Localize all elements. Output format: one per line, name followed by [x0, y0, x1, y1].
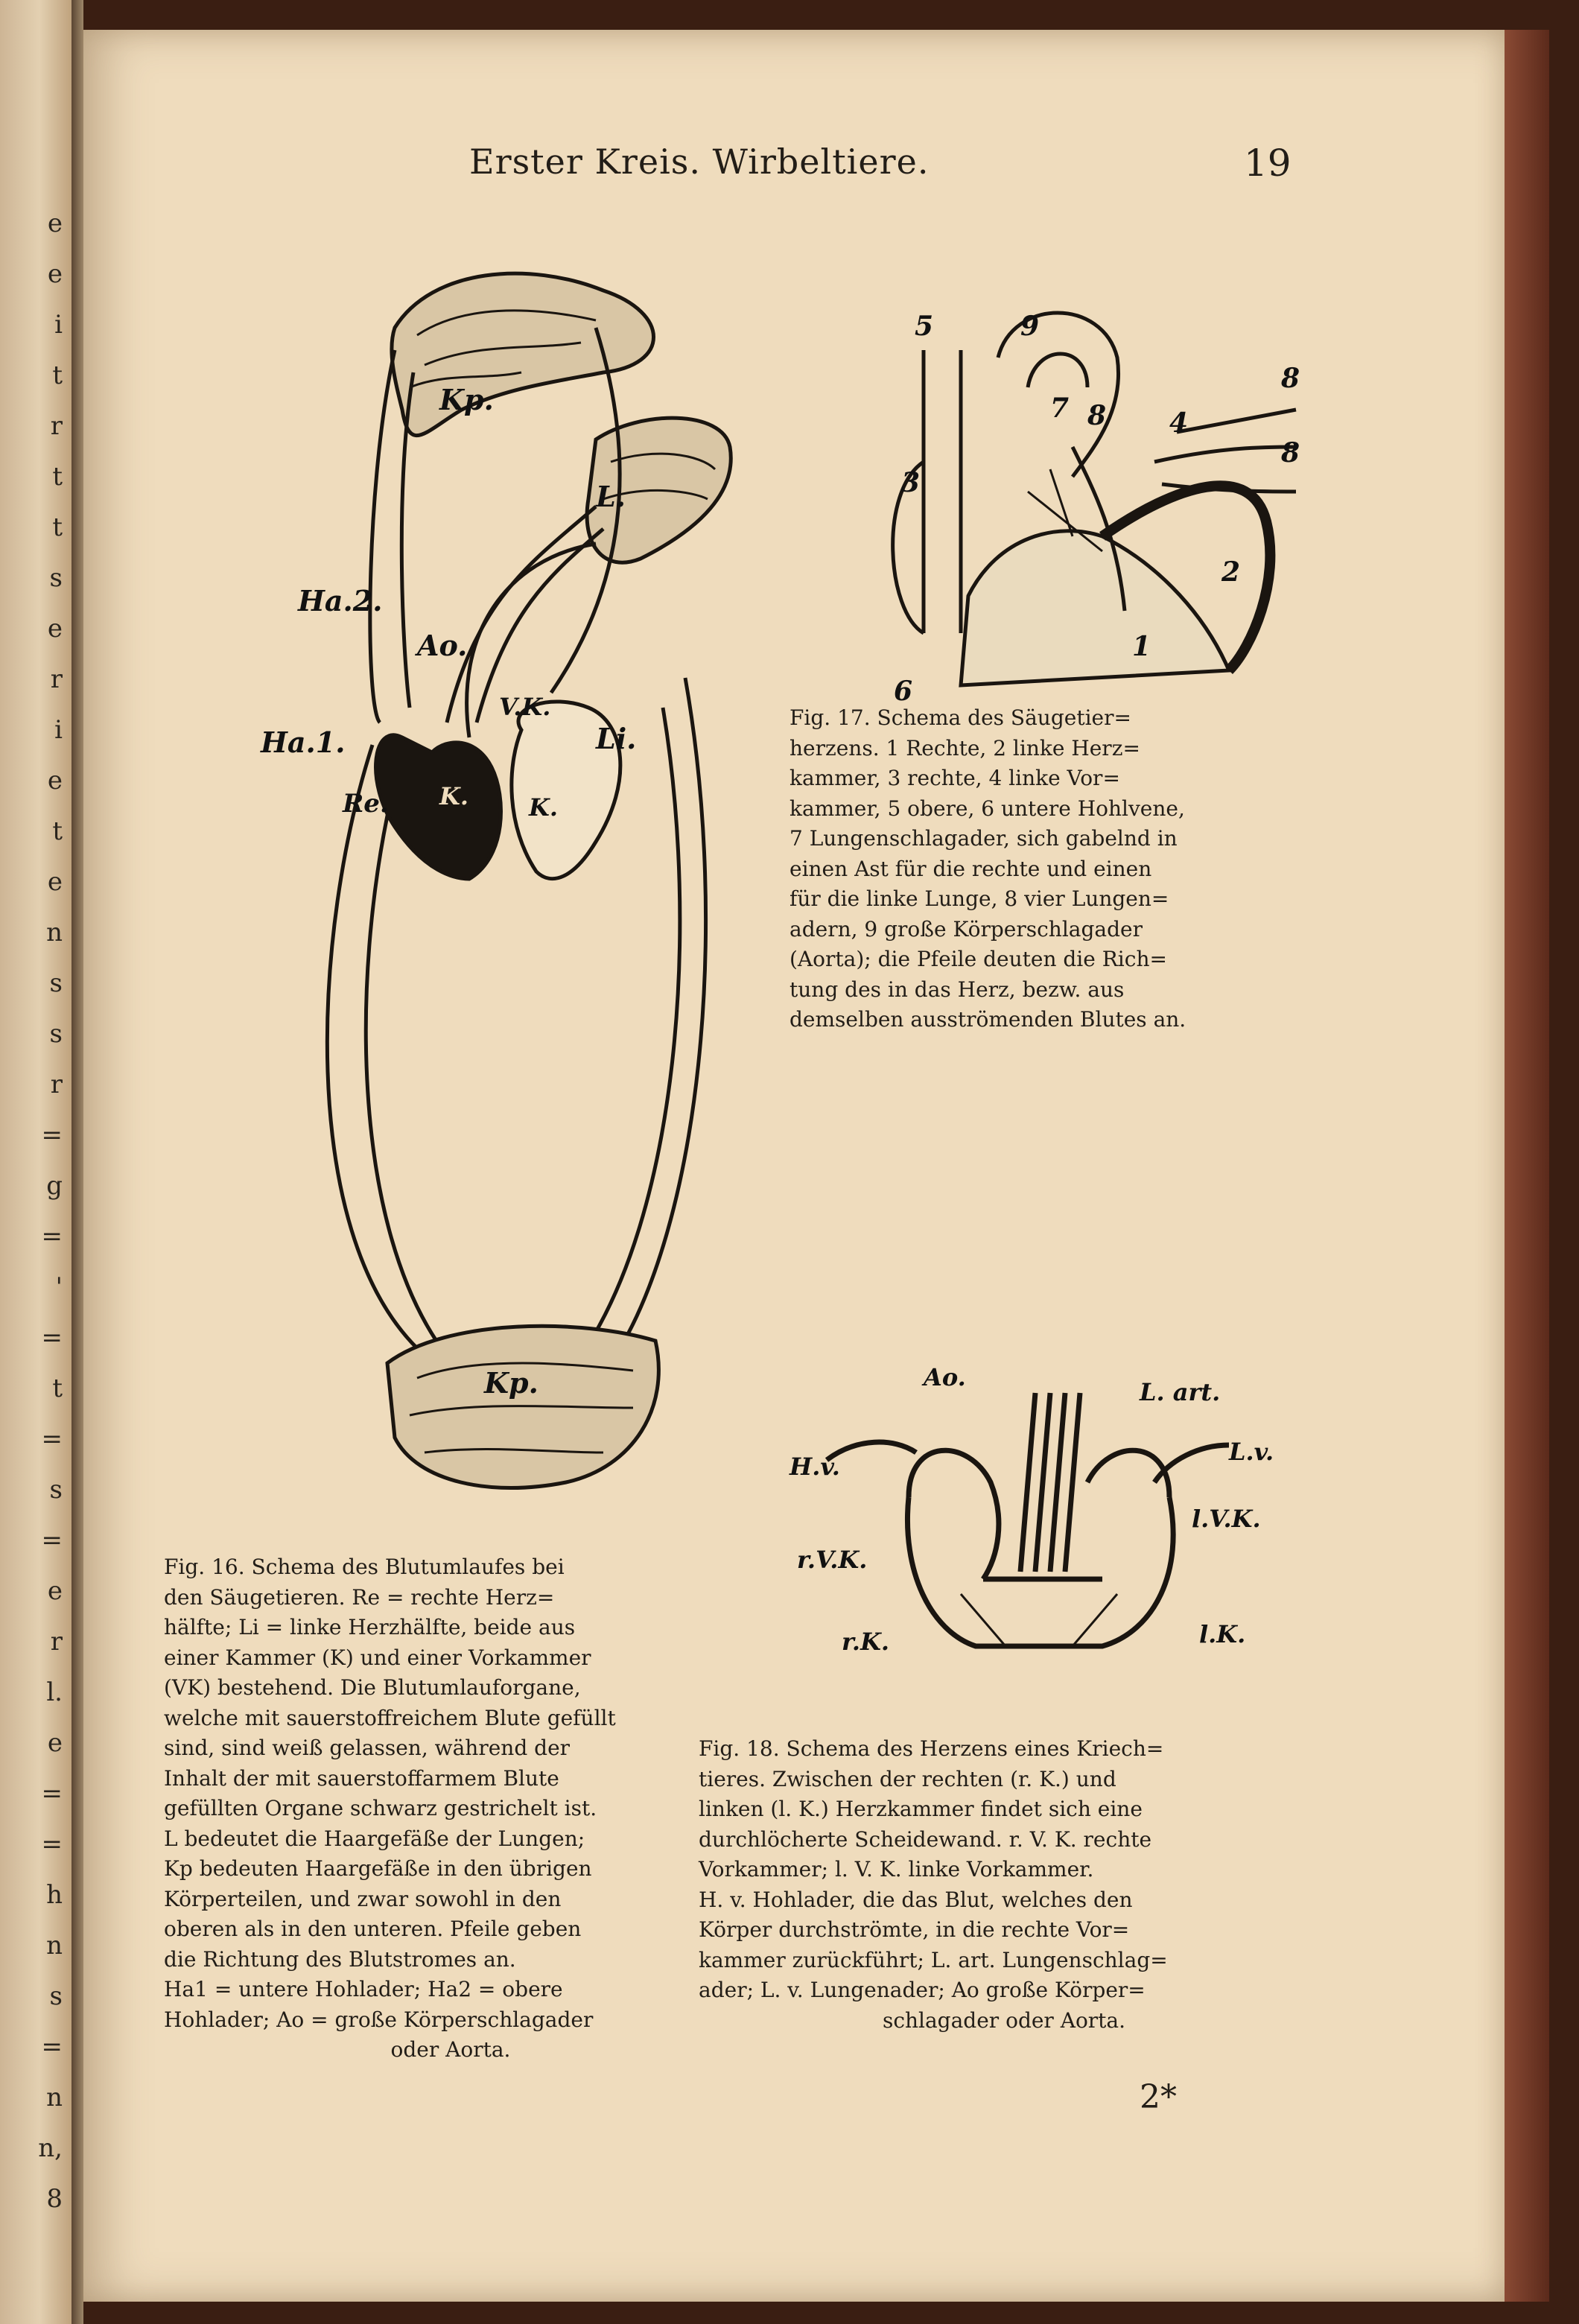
left-margin-glyph: e	[47, 766, 63, 796]
left-margin-glyph: e	[47, 1576, 63, 1606]
left-margin-glyph: r	[50, 664, 63, 694]
figure16-caption-line: Körperteilen, und zwar sowohl in den	[164, 1886, 562, 1911]
left-margin-glyph: '	[55, 1272, 63, 1302]
left-margin-glyph: h	[46, 1880, 63, 1910]
figure18-caption-line: kammer zurückführt; L. art. Lungenschlag=	[699, 1947, 1168, 1972]
fig18-label-lv: L.v.	[1229, 1438, 1274, 1466]
figure18-caption-line: Fig. 18. Schema des Herzens eines Kriech=	[699, 1736, 1164, 1761]
signature-mark: 2*	[1140, 2078, 1177, 2116]
fig17-label-9: 9	[1020, 311, 1040, 342]
fig16-label-ha2: Ha.2.	[298, 584, 383, 617]
left-margin-glyph: t	[52, 361, 63, 390]
figure16-caption-line: welche mit sauerstoffreichem Blute gefüllt	[164, 1705, 616, 1730]
figure-16-caption	[164, 1552, 737, 2066]
page-number: 19	[1244, 142, 1292, 185]
left-margin-glyph: i	[54, 310, 63, 340]
fig16-label-l: L.	[596, 480, 626, 513]
fig18-label-hv: H.v.	[790, 1452, 840, 1481]
fig17-label-3: 3	[901, 467, 921, 498]
left-margin-glyph: =	[41, 1525, 63, 1555]
figure18-caption-line: durchlöcherte Scheidewand. r. V. K. rechte	[699, 1826, 1152, 1852]
left-margin-glyph: s	[49, 1019, 63, 1049]
fig16-label-ha1: Ha.1.	[261, 726, 346, 759]
figure17-caption-line: herzens. 1 Rechte, 2 linke Herz=	[790, 735, 1140, 761]
figure18-caption-line: schlagader oder Aorta.	[882, 2007, 1126, 2033]
left-margin-glyph: i	[54, 715, 63, 745]
figure18-caption-line: H. v. Hohlader, die das Blut, welches den	[699, 1887, 1133, 1912]
left-margin-glyph: =	[41, 1120, 63, 1150]
figure18-caption-line: tieres. Zwischen der rechten (r. K.) und	[699, 1766, 1116, 1791]
left-margin-glyph: t	[52, 462, 63, 492]
left-margin-glyph: s	[49, 1981, 63, 2011]
figure17-caption-line: tung des in das Herz, bezw. aus	[790, 977, 1125, 1002]
left-margin-glyph: r	[50, 1070, 63, 1099]
figure-18-diagram	[782, 1348, 1318, 1721]
fig17-label-5: 5	[915, 311, 934, 342]
figure-17-caption	[790, 703, 1356, 1035]
figure17-caption-line: (Aorta); die Pfeile deuten die Rich=	[790, 947, 1167, 971]
left-margin-glyph: s	[49, 563, 63, 593]
left-margin-glyph: n	[46, 918, 63, 947]
fig16-label-ao: Ao.	[417, 629, 468, 662]
figure16-caption-line: L bedeutet die Haargefäße der Lungen;	[164, 1826, 585, 1851]
fig17-label-8-b: 8	[1087, 400, 1107, 431]
figure18-caption-line: Körper durchströmte, in die rechte Vor=	[699, 1917, 1130, 1942]
fig18-label-ao: Ao.	[924, 1363, 966, 1391]
fig17-label-6: 6	[894, 676, 913, 707]
left-margin-glyph: e	[47, 867, 63, 897]
figure18-caption-line: Vorkammer; l. V. K. linke Vorkammer.	[699, 1857, 1094, 1882]
left-margin-glyph: 8	[46, 2184, 63, 2214]
left-margin-glyph: =	[41, 1222, 63, 1251]
figure16-caption-line: gefüllten Organe schwarz gestrichelt ist.	[164, 1796, 597, 1820]
fig17-label-1: 1	[1132, 631, 1151, 662]
running-header: Erster Kreis. Wirbeltiere.	[469, 142, 930, 182]
left-margin-glyph: g	[46, 1171, 63, 1201]
left-margin-glyph: t	[52, 816, 63, 846]
left-margin-glyph: n,	[38, 2133, 63, 2163]
left-margin-glyph: e	[47, 259, 63, 289]
fig16-label-k-right: K.	[439, 782, 468, 810]
fig16-label-re: Re.	[343, 789, 389, 819]
fig18-label-l-art: L. art.	[1140, 1378, 1221, 1406]
figure18-caption-line: ader; L. v. Lungenader; Ao große Körper=	[699, 1978, 1146, 2002]
figure16-caption-line: (VK) bestehend. Die Blutumlauforgane,	[164, 1675, 581, 1700]
figure16-caption-line: oberen als in den unteren. Pfeile geben	[164, 1917, 582, 1941]
fig17-label-8-a: 8	[1281, 363, 1300, 394]
fig18-label-rk: r.K.	[842, 1628, 890, 1656]
left-page-edge	[0, 0, 72, 2324]
fig16-label-vk: V.K.	[499, 693, 551, 721]
figure17-caption-line: kammer, 3 rechte, 4 linke Vor=	[790, 766, 1120, 790]
fig18-label-rvk: r.V.K.	[797, 1546, 868, 1574]
left-margin-glyph: e	[47, 614, 63, 644]
fig16-label-k-left: K.	[529, 793, 558, 822]
figure16-caption-line: sind, sind weiß gelassen, während der	[164, 1736, 571, 1760]
figure16-caption-line: den Säugetieren. Re = rechte Herz=	[164, 1584, 555, 1610]
figure18-caption-line: linken (l. K.) Herzkammer findet sich eine	[699, 1797, 1143, 1821]
figure17-caption-line: für die linke Lunge, 8 vier Lungen=	[790, 886, 1169, 911]
book-gutter	[72, 0, 83, 2324]
fig17-label-8-c: 8	[1281, 437, 1300, 469]
left-margin-glyph: =	[41, 2032, 63, 2062]
left-margin-glyph: =	[41, 1779, 63, 1809]
left-margin-glyph: =	[41, 1323, 63, 1353]
fig18-label-lk: l.K.	[1199, 1620, 1246, 1648]
left-margin-glyph: =	[41, 1424, 63, 1454]
figure16-caption-line: Inhalt der mit sauerstoffarmem Blute	[164, 1765, 559, 1791]
figure17-caption-line: Fig. 17. Schema des Säugetier=	[790, 705, 1131, 730]
figure17-caption-line: kammer, 5 obere, 6 untere Hohlvene,	[790, 796, 1185, 821]
book-cover-edge	[1505, 30, 1549, 2302]
fig16-label-kp-lower: Kp.	[484, 1366, 538, 1400]
figure17-caption-line: adern, 9 große Körperschlagader	[790, 916, 1143, 942]
figure16-caption-line: oder Aorta.	[390, 2037, 511, 2062]
fig17-label-7: 7	[1050, 393, 1070, 424]
left-margin-glyph: =	[41, 1829, 63, 1859]
fig18-label-lvk: l.V.K.	[1192, 1505, 1261, 1533]
fig17-label-4: 4	[1169, 407, 1189, 439]
figure-16-diagram	[261, 261, 760, 1557]
figure16-caption-line: hälfte; Li = linke Herzhälfte, beide aus	[164, 1615, 576, 1639]
left-margin-glyph: e	[47, 209, 63, 238]
figure17-caption-line: 7 Lungenschlagader, sich gabelnd in	[790, 826, 1178, 851]
fig16-label-li: Li.	[596, 722, 637, 755]
figure16-caption-line: die Richtung des Blutstromes an.	[164, 1946, 516, 1972]
left-margin-glyph: t	[52, 512, 63, 542]
fig16-label-kp-upper: Kp.	[439, 383, 494, 416]
figure16-caption-line: Fig. 16. Schema des Blutumlaufes bei	[164, 1555, 565, 1579]
left-margin-glyph: l.	[46, 1677, 63, 1707]
figure16-caption-line: Hohlader; Ao = große Körperschlagader	[164, 2007, 594, 2032]
left-margin-glyph: s	[49, 968, 63, 998]
figure16-caption-line: Ha1 = untere Hohlader; Ha2 = obere	[164, 1977, 563, 2001]
left-page-margin-text	[4, 209, 67, 2264]
figure-17-diagram	[879, 298, 1311, 715]
figure-18-caption	[699, 1734, 1309, 2036]
left-margin-glyph: r	[50, 411, 63, 441]
fig17-label-2: 2	[1221, 556, 1241, 588]
figure17-caption-line: demselben ausströmenden Blutes an.	[790, 1007, 1186, 1032]
figure16-caption-line: einer Kammer (K) und einer Vorkammer	[164, 1645, 591, 1670]
left-margin-glyph: e	[47, 1728, 63, 1758]
figure16-caption-line: Kp bedeuten Haargefäße in den übrigen	[164, 1856, 592, 1881]
left-margin-glyph: t	[52, 1374, 63, 1403]
figure17-caption-line: einen Ast für die rechte und einen	[790, 856, 1152, 881]
left-margin-glyph: s	[49, 1475, 63, 1505]
left-margin-glyph: r	[50, 1627, 63, 1657]
left-margin-glyph: n	[46, 1931, 63, 1961]
left-margin-glyph: n	[46, 2083, 63, 2112]
